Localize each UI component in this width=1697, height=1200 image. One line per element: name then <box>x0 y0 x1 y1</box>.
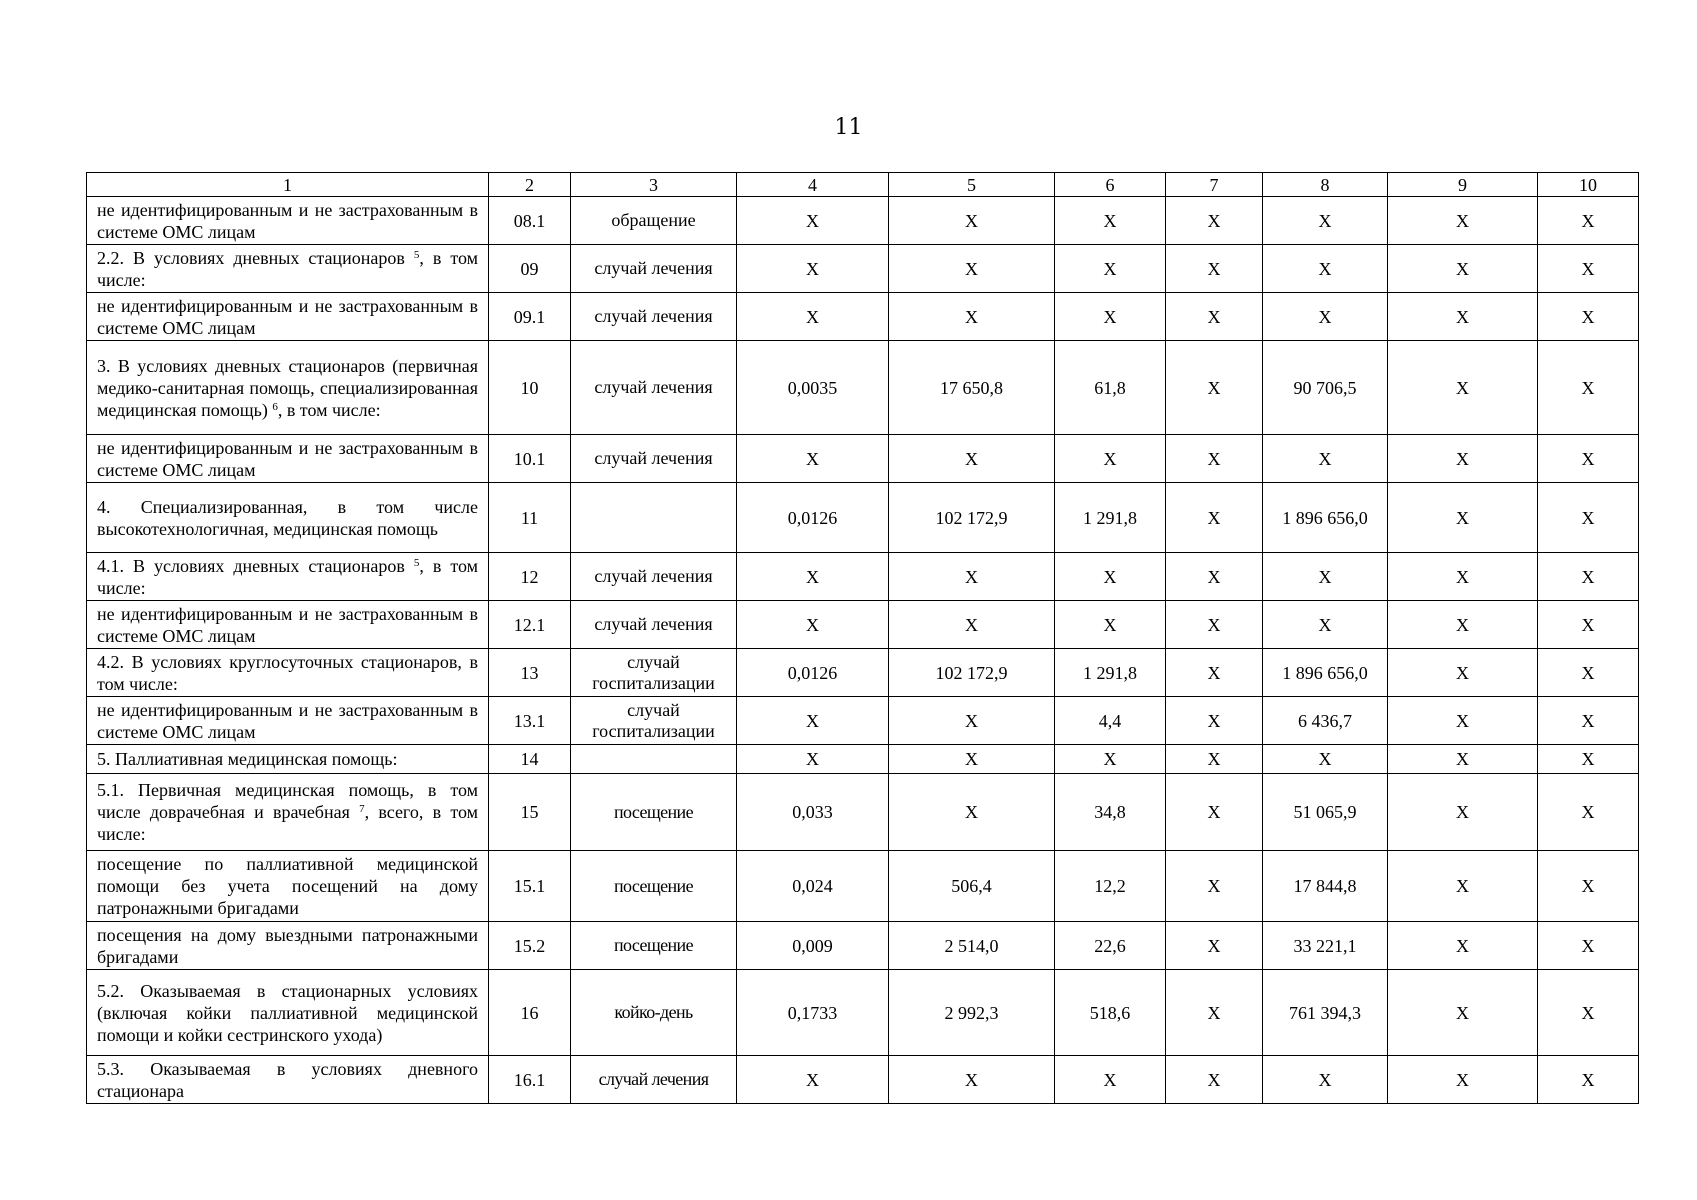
row-value-5: 506,4 <box>889 851 1055 922</box>
row-description <box>87 745 489 774</box>
row-description-text: 5.3. Оказываемая в условиях дневного стационара <box>97 1058 478 1101</box>
row-value-10: X <box>1538 293 1639 341</box>
row-value-10: X <box>1538 1056 1639 1104</box>
row-value-7: X <box>1166 649 1263 697</box>
row-value-6: X <box>1055 553 1166 601</box>
row-value-9: X <box>1388 553 1538 601</box>
header-cell: 3 <box>571 173 737 197</box>
row-value-7: X <box>1166 293 1263 341</box>
row-value-4: 0,0126 <box>737 483 889 553</box>
row-description-tail: , всего, в том числе: <box>97 802 479 844</box>
table-row <box>87 1056 1639 1104</box>
row-description <box>87 851 489 922</box>
row-description <box>87 245 489 293</box>
row-value-8: 761 394,3 <box>1263 970 1388 1056</box>
row-value-5: X <box>889 245 1055 293</box>
row-description-text: 2.2. В условиях дневных стационаров <box>97 247 405 268</box>
row-unit: случай лечения <box>571 601 737 649</box>
row-value-10: X <box>1538 553 1639 601</box>
row-description-tail: , в том числе: <box>277 399 381 420</box>
row-description <box>87 341 489 435</box>
row-value-9: X <box>1388 745 1538 774</box>
header-cell: 7 <box>1166 173 1263 197</box>
header-cell: 9 <box>1388 173 1538 197</box>
row-description-text: 5.2. Оказываемая в стационарных условиях (включая койки паллиативной медицинской помощи и койки сестринского ухода) <box>97 980 478 1045</box>
row-value-5: X <box>889 435 1055 483</box>
row-value-7: X <box>1166 341 1263 435</box>
row-unit: случай госпитализации <box>571 649 737 697</box>
row-value-10: X <box>1538 774 1639 851</box>
row-description <box>87 293 489 341</box>
row-unit: случай лечения <box>571 435 737 483</box>
row-description-text: не идентифицированным и не застрахованным в системе ОМС лицам <box>97 699 478 742</box>
row-code: 12.1 <box>489 601 571 649</box>
row-code: 16.1 <box>489 1056 571 1104</box>
row-code: 12 <box>489 553 571 601</box>
row-unit: посещение <box>571 922 737 970</box>
row-value-9: X <box>1388 245 1538 293</box>
row-value-5: 2 514,0 <box>889 922 1055 970</box>
table-row <box>87 697 1639 745</box>
row-value-9: X <box>1388 774 1538 851</box>
row-description-text: 4.2. В условиях круглосуточных стационаров, в том числе: <box>97 651 478 694</box>
row-value-6: 12,2 <box>1055 851 1166 922</box>
row-value-7: X <box>1166 851 1263 922</box>
row-description-text: 5.1. Первичная медицинская помощь, в том числе доврачебная и врачебная <box>97 780 478 822</box>
page-number: 11 <box>834 115 863 140</box>
row-value-7: X <box>1166 553 1263 601</box>
table-row <box>87 483 1639 553</box>
row-unit <box>571 483 737 553</box>
table-row <box>87 649 1639 697</box>
row-description-text: 3. В условиях дневных стационаров (первичная медико-санитарная помощь, специализированная медицинская помощь) <box>97 355 478 420</box>
row-value-10: X <box>1538 483 1639 553</box>
row-value-6: 1 291,8 <box>1055 483 1166 553</box>
row-value-5: X <box>889 197 1055 245</box>
table-row <box>87 553 1639 601</box>
row-value-6: X <box>1055 1056 1166 1104</box>
row-description-text: посещения на дому выездными патронажными бригадами <box>97 924 478 967</box>
table-row <box>87 970 1639 1056</box>
row-description-text: 5. Паллиативная медицинская помощь: <box>97 749 398 769</box>
row-unit: посещение <box>571 851 737 922</box>
row-value-4: X <box>737 1056 889 1104</box>
row-value-10: X <box>1538 245 1639 293</box>
row-description-text: не идентифицированным и не застрахованным в системе ОМС лицам <box>97 603 478 646</box>
row-value-5: 102 172,9 <box>889 649 1055 697</box>
row-value-4: X <box>737 435 889 483</box>
row-value-10: X <box>1538 649 1639 697</box>
row-value-8: 17 844,8 <box>1263 851 1388 922</box>
row-value-10: X <box>1538 745 1639 774</box>
row-value-9: X <box>1388 697 1538 745</box>
row-unit: койко-день <box>571 970 737 1056</box>
row-value-6: 61,8 <box>1055 341 1166 435</box>
row-value-5: 2 992,3 <box>889 970 1055 1056</box>
row-description <box>87 601 489 649</box>
row-code: 13.1 <box>489 697 571 745</box>
table-row <box>87 245 1639 293</box>
footnote-ref: 7 <box>359 803 365 815</box>
row-code: 10 <box>489 341 571 435</box>
table-row <box>87 851 1639 922</box>
row-value-9: X <box>1388 649 1538 697</box>
row-value-7: X <box>1166 197 1263 245</box>
row-description <box>87 435 489 483</box>
row-value-6: 518,6 <box>1055 970 1166 1056</box>
row-description-text: посещение по паллиативной медицинской помощи без учета посещений на дому патронажными бригадами <box>97 854 478 918</box>
table-row <box>87 745 1639 774</box>
footnote-ref: 6 <box>272 400 278 413</box>
row-code: 15.2 <box>489 922 571 970</box>
row-value-5: X <box>889 745 1055 774</box>
row-value-8: X <box>1263 553 1388 601</box>
row-code: 15.1 <box>489 851 571 922</box>
row-value-4: X <box>737 745 889 774</box>
row-code: 10.1 <box>489 435 571 483</box>
row-value-4: 0,009 <box>737 922 889 970</box>
header-cell: 6 <box>1055 173 1166 197</box>
row-description-tail: , в том числе: <box>97 247 478 290</box>
table-row <box>87 197 1639 245</box>
row-description-text: не идентифицированным и не застрахованным в системе ОМС лицам <box>97 437 478 480</box>
row-value-9: X <box>1388 851 1538 922</box>
row-value-9: X <box>1388 341 1538 435</box>
row-description <box>87 553 489 601</box>
table-row <box>87 601 1639 649</box>
row-value-6: X <box>1055 601 1166 649</box>
header-cell: 2 <box>489 173 571 197</box>
row-value-7: X <box>1166 774 1263 851</box>
row-value-9: X <box>1388 293 1538 341</box>
row-description-text: не идентифицированным и не застрахованным в системе ОМС лицам <box>97 295 478 338</box>
row-description-text: не идентифицированным и не застрахованным в системе ОМС лицам <box>97 199 478 242</box>
row-value-9: X <box>1388 483 1538 553</box>
row-description <box>87 970 489 1056</box>
row-value-7: X <box>1166 970 1263 1056</box>
row-value-7: X <box>1166 745 1263 774</box>
row-value-6: X <box>1055 745 1166 774</box>
footnote-ref: 5 <box>413 248 420 261</box>
header-cell: 5 <box>889 173 1055 197</box>
row-value-4: X <box>737 553 889 601</box>
row-value-6: 34,8 <box>1055 774 1166 851</box>
row-description <box>87 1056 489 1104</box>
row-unit: случай лечения <box>571 245 737 293</box>
row-unit: случай лечения <box>571 553 737 601</box>
row-unit: случай лечения <box>571 293 737 341</box>
row-description <box>87 697 489 745</box>
row-value-8: X <box>1263 601 1388 649</box>
row-description <box>87 649 489 697</box>
row-value-8: 90 706,5 <box>1263 341 1388 435</box>
row-value-10: X <box>1538 341 1639 435</box>
row-value-4: 0,1733 <box>737 970 889 1056</box>
row-unit: посещение <box>571 774 737 851</box>
row-value-4: X <box>737 197 889 245</box>
row-value-7: X <box>1166 483 1263 553</box>
header-row <box>87 173 1639 197</box>
row-unit: случай госпитализации <box>571 697 737 745</box>
row-value-4: X <box>737 601 889 649</box>
row-value-4: 0,033 <box>737 774 889 851</box>
header-cell: 10 <box>1538 173 1639 197</box>
row-value-8: X <box>1263 245 1388 293</box>
row-description <box>87 922 489 970</box>
row-value-4: 0,0126 <box>737 649 889 697</box>
row-value-4: 0,0035 <box>737 341 889 435</box>
row-value-10: X <box>1538 922 1639 970</box>
row-value-8: 1 896 656,0 <box>1263 483 1388 553</box>
row-value-6: X <box>1055 197 1166 245</box>
row-value-7: X <box>1166 1056 1263 1104</box>
row-value-8: X <box>1263 197 1388 245</box>
table-row <box>87 774 1639 851</box>
row-code: 09.1 <box>489 293 571 341</box>
row-code: 11 <box>489 483 571 553</box>
row-description <box>87 774 489 851</box>
row-value-8: 51 065,9 <box>1263 774 1388 851</box>
header-cell: 1 <box>87 173 489 197</box>
table-row <box>87 922 1639 970</box>
row-value-5: X <box>889 553 1055 601</box>
row-code: 08.1 <box>489 197 571 245</box>
row-value-5: X <box>889 293 1055 341</box>
row-value-4: X <box>737 245 889 293</box>
row-value-8: 33 221,1 <box>1263 922 1388 970</box>
row-value-9: X <box>1388 601 1538 649</box>
row-value-8: X <box>1263 745 1388 774</box>
row-description-tail: , в том числе: <box>97 555 478 598</box>
row-value-8: 1 896 656,0 <box>1263 649 1388 697</box>
row-value-10: X <box>1538 435 1639 483</box>
row-unit: случай лечения <box>571 1056 737 1104</box>
table-row <box>87 435 1639 483</box>
row-value-5: 102 172,9 <box>889 483 1055 553</box>
row-value-10: X <box>1538 970 1639 1056</box>
row-value-9: X <box>1388 922 1538 970</box>
row-value-8: X <box>1263 435 1388 483</box>
row-description-text: 4.1. В условиях дневных стационаров <box>97 555 405 576</box>
row-code: 13 <box>489 649 571 697</box>
row-unit <box>571 745 737 774</box>
row-value-6: X <box>1055 435 1166 483</box>
row-value-5: 17 650,8 <box>889 341 1055 435</box>
row-code: 15 <box>489 774 571 851</box>
row-code: 16 <box>489 970 571 1056</box>
row-value-10: X <box>1538 601 1639 649</box>
data-table <box>86 172 1639 1104</box>
row-value-5: X <box>889 601 1055 649</box>
row-unit: обращение <box>571 197 737 245</box>
row-value-5: X <box>889 1056 1055 1104</box>
table-row <box>87 293 1639 341</box>
header-cell: 8 <box>1263 173 1388 197</box>
row-value-7: X <box>1166 601 1263 649</box>
table-row <box>87 341 1639 435</box>
row-value-5: X <box>889 697 1055 745</box>
row-value-7: X <box>1166 245 1263 293</box>
footnote-ref: 5 <box>413 556 420 569</box>
row-description <box>87 197 489 245</box>
row-value-10: X <box>1538 851 1639 922</box>
row-value-4: X <box>737 697 889 745</box>
row-value-8: X <box>1263 293 1388 341</box>
row-value-7: X <box>1166 922 1263 970</box>
row-value-9: X <box>1388 1056 1538 1104</box>
row-code: 14 <box>489 745 571 774</box>
row-description-text: 4. Специализированная, в том числе высокотехнологичная, медицинская помощь <box>97 496 478 539</box>
row-value-6: 22,6 <box>1055 922 1166 970</box>
row-value-6: X <box>1055 245 1166 293</box>
row-value-10: X <box>1538 197 1639 245</box>
row-description <box>87 483 489 553</box>
row-value-9: X <box>1388 970 1538 1056</box>
row-value-7: X <box>1166 435 1263 483</box>
row-unit: случай лечения <box>571 341 737 435</box>
row-value-4: X <box>737 293 889 341</box>
row-value-6: 4,4 <box>1055 697 1166 745</box>
row-value-4: 0,024 <box>737 851 889 922</box>
row-value-6: 1 291,8 <box>1055 649 1166 697</box>
row-value-6: X <box>1055 293 1166 341</box>
row-value-8: X <box>1263 1056 1388 1104</box>
header-cell: 4 <box>737 173 889 197</box>
row-value-7: X <box>1166 697 1263 745</box>
row-value-10: X <box>1538 697 1639 745</box>
row-value-5: X <box>889 774 1055 851</box>
row-value-9: X <box>1388 197 1538 245</box>
row-value-8: 6 436,7 <box>1263 697 1388 745</box>
row-value-9: X <box>1388 435 1538 483</box>
row-code: 09 <box>489 245 571 293</box>
